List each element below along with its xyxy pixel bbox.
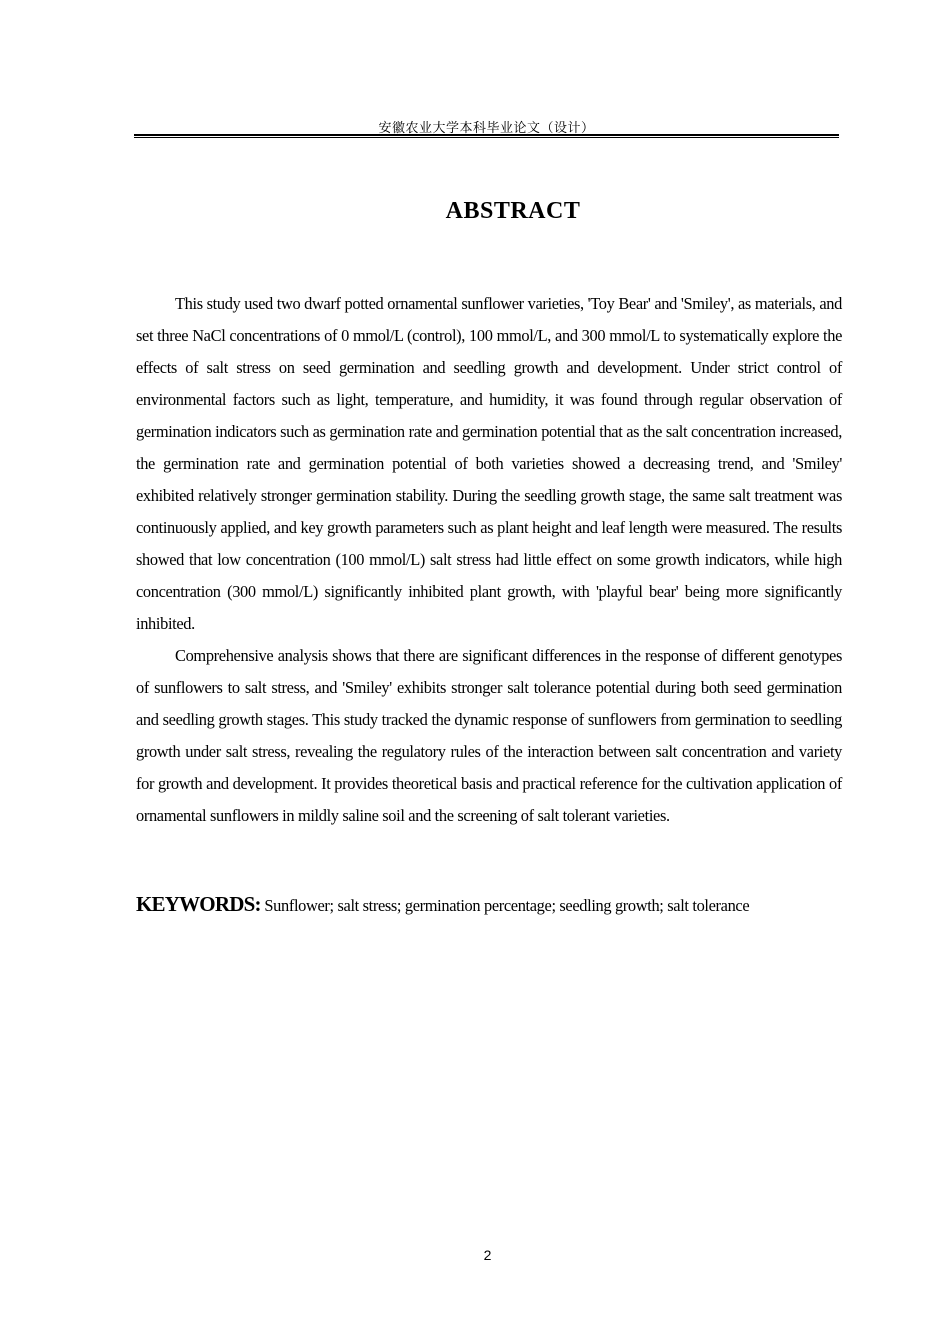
abstract-paragraph-1: This study used two dwarf potted ornamental sunflower varieties, 'Toy Bear' and 'Smiley', as materials, and set three NaCl concentrations of 0 mmol/L (control), 100 mmol/L, and 300 mmol/L to systematically explore the effects of salt stress on seed germination and seedling growth and development. Under strict control of environmental factors such as light, temperature, and humidity, it was found through regular observation of germination indicators such as germination rate and germination potential that as the salt concentration increased, the germination rate and germination potential of both varieties showed a decreasing trend, and 'Smiley' exhibited relatively stronger germination stability. During the seedling growth stage, the same salt treatment was continuously applied, and key growth parameters such as plant height and leaf length were measured. The results showed that low concentration (100 mmol/L) salt stress had little effect on some growth indicators, while high concentration (300 mmol/L) significantly inhibited plant growth, with 'playful bear' being more significantly inhibited. <box>136 294 842 633</box>
keywords-line <box>136 889 856 921</box>
abstract-title: ABSTRACT <box>445 198 581 224</box>
header-rule <box>134 134 839 138</box>
running-header: 安徽农业大学本科毕业论文（设计） <box>378 121 595 136</box>
abstract-body <box>136 288 842 832</box>
abstract-paragraph-2: Comprehensive analysis shows that there are significant differences in the response of different genotypes of sunflowers to salt stress, and 'Smiley' exhibits stronger salt tolerance potential during both seed germination and seedling growth stages. This study tracked the dynamic response of sunflowers from germination to seedling growth under salt stress, revealing the regulatory rules of the interaction between salt concentration and variety for growth and development. It provides theoretical basis and practical reference for the cultivation application of ornamental sunflowers in mildly saline soil and the screening of salt tolerant varieties. <box>136 646 842 825</box>
keywords-label: KEYWORDS: <box>136 892 261 916</box>
keywords-text: Sunflower; salt stress; germination percentage; seedling growth; salt tolerance <box>260 896 750 915</box>
page-number: 2 <box>483 1247 492 1263</box>
